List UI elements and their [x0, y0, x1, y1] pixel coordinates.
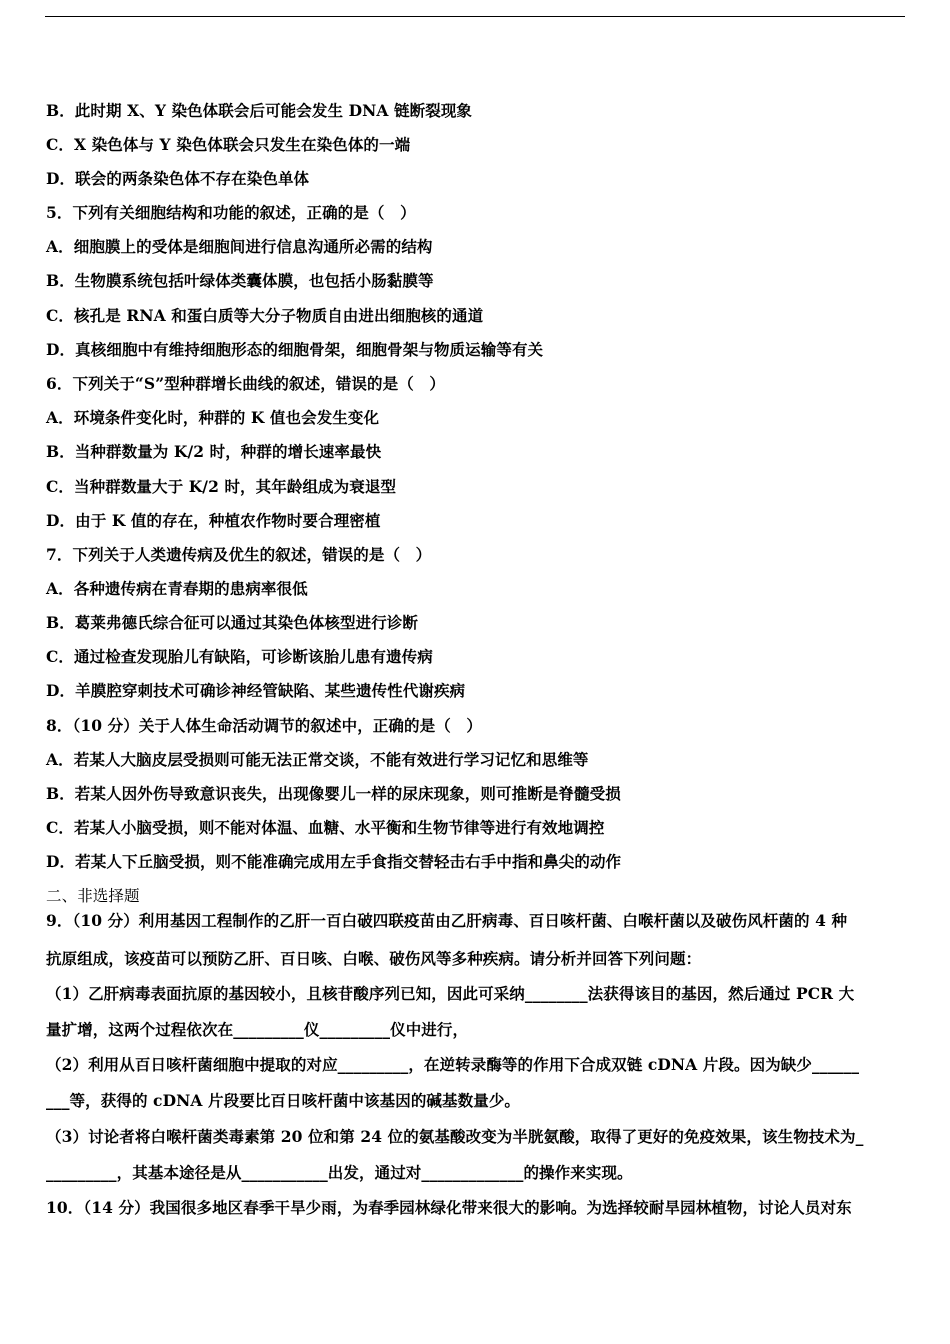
header-rule — [45, 16, 905, 17]
q9-stem-line2: 抗原组成，该疫苗可以预防乙肝、百日咳、白喉、破伤风等多种疾病。请分析并回答下列问题： — [46, 949, 702, 968]
q6-option-a: A．环境条件变化时，种群的 K 值也会发生变化 — [46, 408, 380, 427]
q8-option-c: C．若某人小脑受损，则不能对体温、血糖、水平衡和生物节律等进行有效地调控 — [46, 818, 605, 837]
q6-option-c: C．当种群数量大于 K/2 时，其年龄组成为衰退型 — [46, 477, 397, 496]
q8-option-b: B．若某人因外伤导致意识丧失，出现像婴儿一样的尿床现象，则可推断是脊髓受损 — [46, 784, 621, 803]
q4-option-b: B．此时期 X、Y 染色体联会后可能会发生 DNA 链断裂现象 — [46, 101, 473, 120]
q6-option-b: B．当种群数量为 K/2 时，种群的增长速率最快 — [46, 442, 382, 461]
q7-option-c: C．通过检查发现胎儿有缺陷，可诊断该胎儿患有遗传病 — [46, 647, 433, 666]
q5-option-b: B．生物膜系统包括叶绿体类囊体膜，也包括小肠黏膜等 — [46, 271, 434, 290]
q6-option-d: D．由于 K 值的存在，种植农作物时要合理密植 — [46, 511, 381, 530]
q9-part2-line2: ___等，获得的 cDNA 片段要比百日咳杆菌中该基因的碱基数量少。 — [46, 1091, 521, 1110]
q7-option-a: A．各种遗传病在青春期的患病率很低 — [46, 579, 308, 598]
q9-part1-line2: 量扩增，这两个过程依次在_________仪_________仪中进行， — [46, 1020, 469, 1039]
q10-stem-line1: 10．（14 分）我国很多地区春季干旱少雨，为春季园林绿化带来很大的影响。为选择较耐旱园林植物，讨论人员对东 — [46, 1198, 852, 1217]
q5-option-d: D．真核细胞中有维持细胞形态的细胞骨架，细胞骨架与物质运输等有关 — [46, 340, 544, 359]
q9-part1-line1: （1）乙肝病毒表面抗原的基因较小，且核苷酸序列已知，因此可采纳________法获得该目的基因，然后通过 PCR 大 — [46, 984, 855, 1003]
section-heading-non-choice: 二、非选择题 — [46, 887, 140, 905]
q9-part3-line1: （3）讨论者将白喉杆菌类毒素第 20 位和第 24 位的氨基酸改变为半胱氨酸，取得了更好的免疫效果，该生物技术为_ — [46, 1127, 864, 1146]
q5-option-a: A．细胞膜上的受体是细胞间进行信息沟通所必需的结构 — [46, 237, 433, 256]
q9-part3-line2: _________，其基本途径是从___________出发，通过对_____________的操作来实现。 — [46, 1163, 633, 1182]
q6-stem: 6．下列关于“S”型种群增长曲线的叙述，错误的是（ ） — [46, 374, 446, 393]
q8-option-a: A．若某人大脑皮层受损则可能无法正常交谈，不能有效进行学习记忆和思维等 — [46, 750, 589, 769]
q5-stem: 5．下列有关细胞结构和功能的叙述，正确的是（ ） — [46, 203, 416, 222]
q7-option-d: D．羊膜腔穿刺技术可确诊神经管缺陷、某些遗传性代谢疾病 — [46, 681, 466, 700]
q9-part2-line1: （2）利用从百日咳杆菌细胞中提取的对应_________，在逆转录酶等的作用下合成双链 cDNA 片段。因为缺少______ — [46, 1055, 860, 1074]
q7-option-b: B．葛莱弗德氏综合征可以通过其染色体核型进行诊断 — [46, 613, 419, 632]
q5-option-c: C．核孔是 RNA 和蛋白质等大分子物质自由进出细胞核的通道 — [46, 306, 484, 325]
q8-stem: 8．（10 分）关于人体生命活动调节的叙述中，正确的是（ ） — [46, 716, 483, 735]
q9-stem-line1: 9．（10 分）利用基因工程制作的乙肝一百白破四联疫苗由乙肝病毒、百日咳杆菌、白喉杆菌以及破伤风杆菌的 4 种 — [46, 911, 848, 930]
q7-stem: 7．下列关于人类遗传病及优生的叙述，错误的是（ ） — [46, 545, 432, 564]
q4-option-d: D．联会的两条染色体不存在染色单体 — [46, 169, 310, 188]
q8-option-d: D．若某人下丘脑受损，则不能准确完成用左手食指交替轻击右手中指和鼻尖的动作 — [46, 852, 622, 871]
q4-option-c: C．X 染色体与 Y 染色体联会只发生在染色体的一端 — [46, 135, 411, 154]
